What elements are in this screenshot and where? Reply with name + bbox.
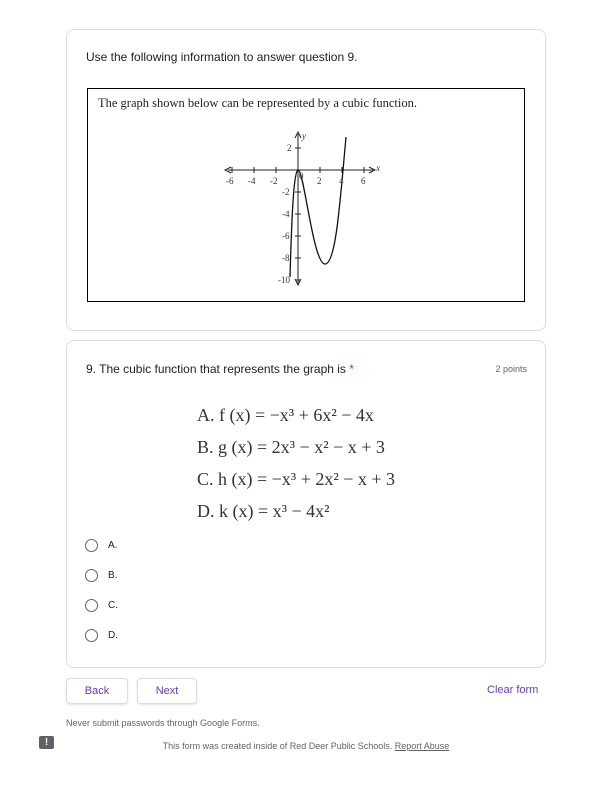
x-tick-label: 0 xyxy=(299,171,304,181)
option-a[interactable] xyxy=(85,536,117,554)
created-text: This form was created inside of Red Deer Public Schools. xyxy=(162,741,393,751)
required-asterisk: * xyxy=(349,362,354,376)
y-axis-label: y xyxy=(302,131,306,141)
points-label: 2 points xyxy=(495,364,527,374)
footer-created xyxy=(0,741,612,751)
graph-caption: The graph shown below can be represented by a cubic function. xyxy=(98,96,417,110)
option-c[interactable] xyxy=(85,596,118,614)
x-tick-label: 2 xyxy=(317,176,322,186)
question-card xyxy=(66,340,546,668)
question-title: 9. The cubic function that represents the graph is * xyxy=(86,362,354,376)
cubic-graph xyxy=(218,127,398,297)
y-tick-label: -4 xyxy=(282,209,290,219)
y-tick-label: -10 xyxy=(278,275,290,285)
report-abuse-link[interactable]: Report Abuse xyxy=(394,741,450,751)
option-label: D. xyxy=(108,629,118,641)
x-tick-label: -6 xyxy=(226,176,234,186)
password-warning: Never submit passwords through Google Forms. xyxy=(66,718,260,728)
info-card xyxy=(66,29,546,331)
radio-button[interactable] xyxy=(85,629,98,642)
y-tick-label: 2 xyxy=(287,143,292,153)
option-label: B. xyxy=(108,569,118,581)
option-label: C. xyxy=(108,599,118,611)
radio-button[interactable] xyxy=(85,599,98,612)
option-b[interactable] xyxy=(85,566,117,584)
info-text: Use the following information to answer question 9. xyxy=(86,50,358,64)
x-tick-label: 6 xyxy=(361,176,366,186)
answer-choices-image xyxy=(197,399,395,527)
radio-button[interactable] xyxy=(85,539,98,552)
x-tick-label: 4 xyxy=(339,176,344,186)
option-label: A. xyxy=(108,539,118,551)
clear-form-button[interactable]: Clear form xyxy=(487,684,539,696)
x-tick-label: -4 xyxy=(248,176,256,186)
choice-c-text: C. h (x) = −x³ + 2x² − x + 3 xyxy=(197,469,396,489)
x-tick-label: -2 xyxy=(270,176,278,186)
y-tick-label: -8 xyxy=(282,253,290,263)
choice-b-text: B. g (x) = 2x³ − x² − x + 3 xyxy=(197,437,385,457)
x-axis-label: x xyxy=(376,163,380,173)
y-tick-label: -6 xyxy=(282,231,290,241)
report-icon[interactable]: ! xyxy=(39,736,54,749)
radio-button[interactable] xyxy=(85,569,98,582)
option-d[interactable] xyxy=(85,626,118,644)
next-button[interactable]: Next xyxy=(137,678,197,704)
y-tick-label: -2 xyxy=(282,187,290,197)
graph-image xyxy=(87,88,525,302)
choice-d-text: D. k (x) = x³ − 4x² xyxy=(197,501,330,521)
choice-a-text: A. f (x) = −x³ + 6x² − 4x xyxy=(197,405,374,425)
back-button[interactable]: Back xyxy=(66,678,128,704)
